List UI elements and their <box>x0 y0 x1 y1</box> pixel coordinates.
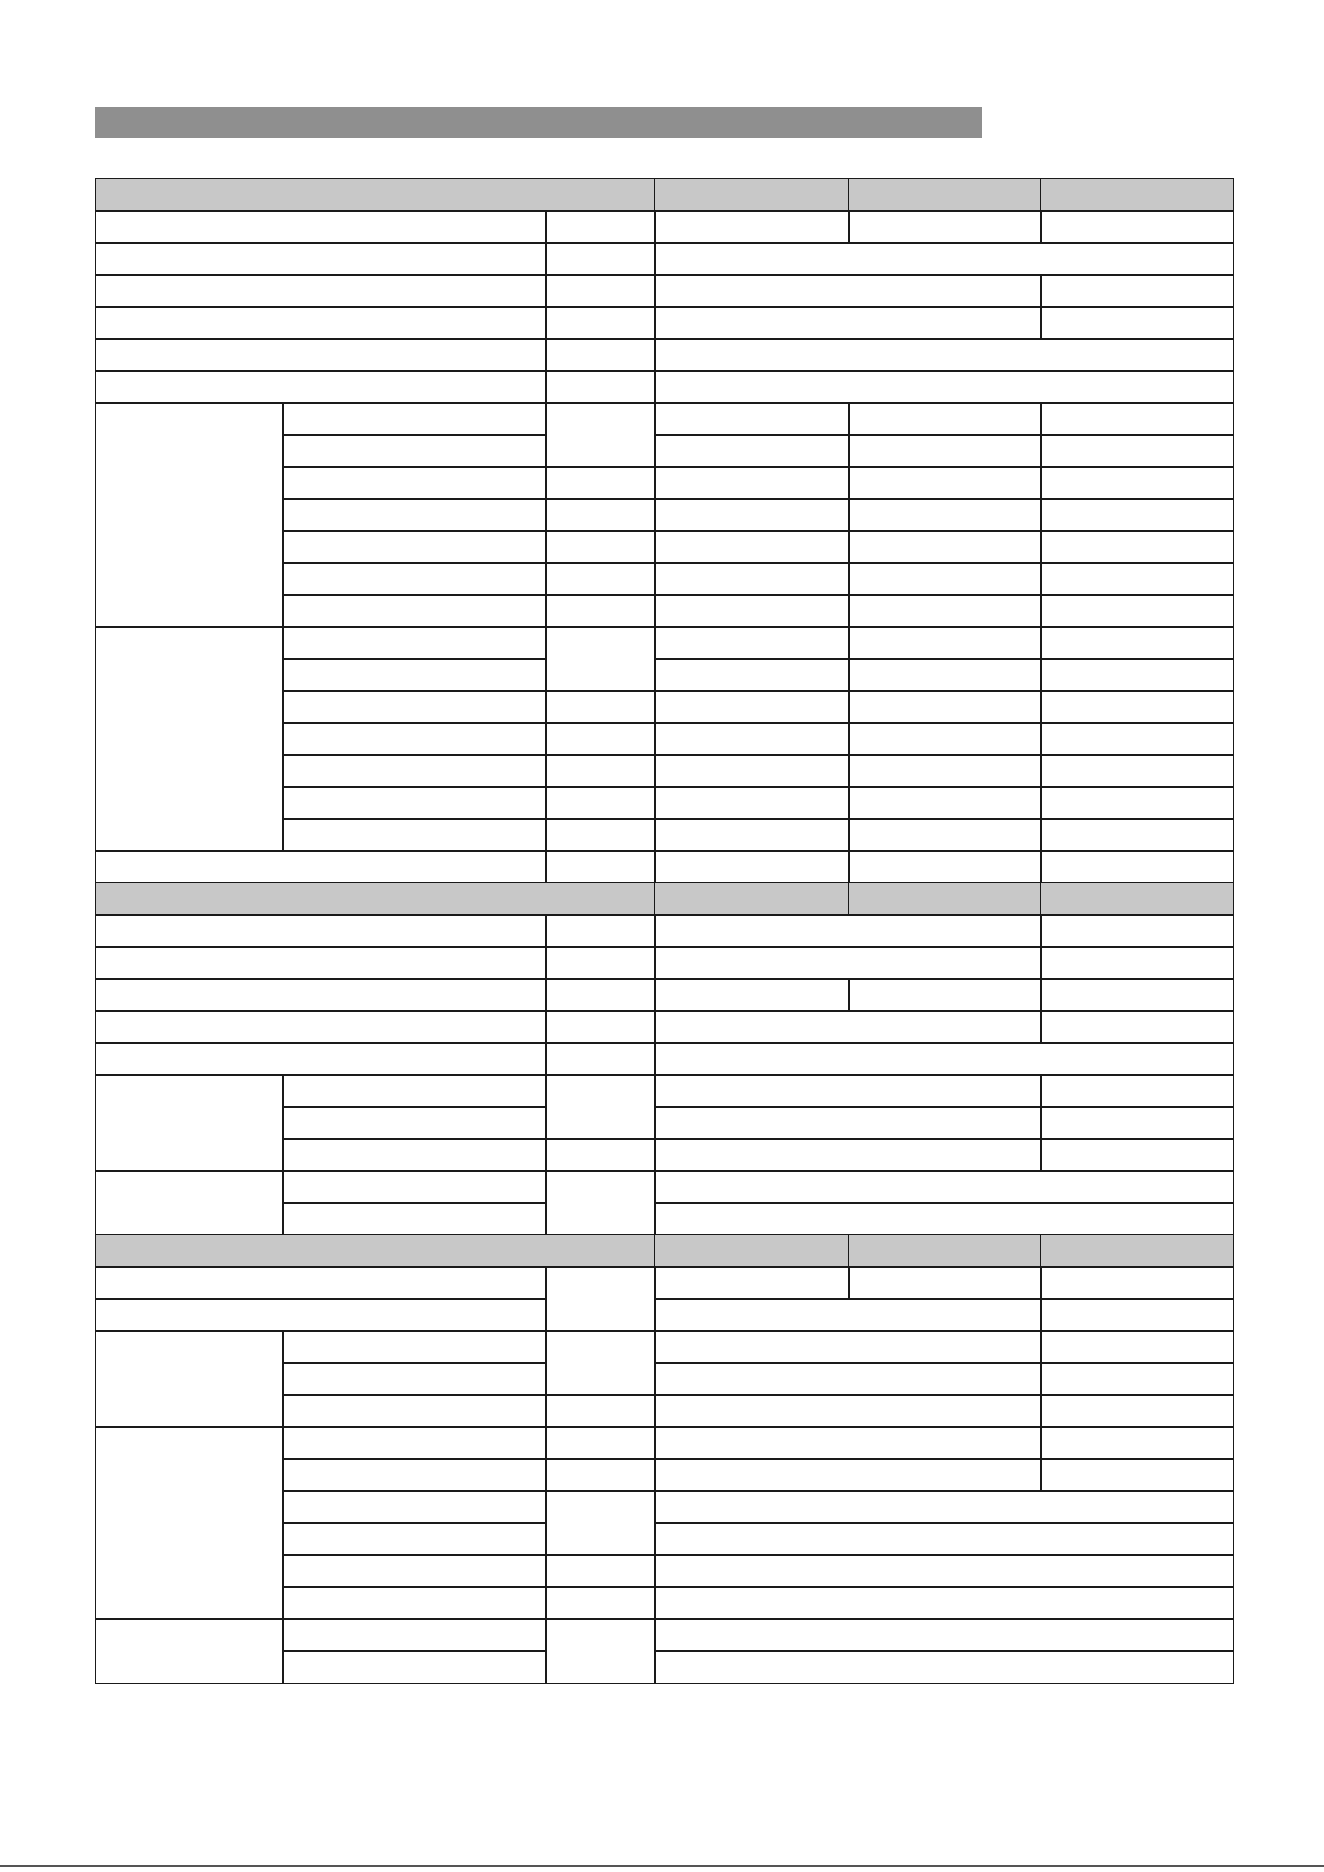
table-cell <box>95 1426 284 1620</box>
table-cell <box>654 1010 1042 1044</box>
table-cell <box>654 1042 1234 1076</box>
table-cell <box>545 338 656 372</box>
table-cell <box>282 498 547 532</box>
table-cell <box>282 1426 547 1460</box>
table-cell <box>654 722 850 756</box>
footer-rule <box>0 1865 1324 1867</box>
table-cell <box>654 914 1042 948</box>
table-cell <box>1040 786 1234 820</box>
table-cell <box>654 1298 1042 1332</box>
table-cell <box>545 914 656 948</box>
table-cell <box>654 242 1234 276</box>
table-cell <box>1040 466 1234 500</box>
table-cell <box>848 1266 1042 1300</box>
table-cell <box>654 1202 1234 1236</box>
table-cell <box>545 1138 656 1172</box>
table-cell <box>1040 626 1234 660</box>
table-cell <box>95 626 284 852</box>
table-cell <box>282 690 547 724</box>
table-header-cell <box>95 1234 656 1268</box>
table-cell <box>1040 1394 1234 1428</box>
table-cell <box>1040 1458 1234 1492</box>
table-cell <box>1040 562 1234 596</box>
table-cell <box>545 370 656 404</box>
table-cell <box>95 1170 284 1236</box>
table-cell <box>1040 850 1234 884</box>
table-cell <box>545 306 656 340</box>
table-header-cell <box>1040 882 1234 916</box>
table-header-cell <box>848 178 1042 212</box>
table-cell <box>545 690 656 724</box>
table-cell <box>1040 1298 1234 1332</box>
table-cell <box>654 594 850 628</box>
table-cell <box>654 562 850 596</box>
table-cell <box>848 978 1042 1012</box>
table-cell <box>95 370 547 404</box>
table-cell <box>654 434 850 468</box>
table-cell <box>848 530 1042 564</box>
table-cell <box>545 1010 656 1044</box>
table-cell <box>282 402 547 436</box>
table-cell <box>654 658 850 692</box>
table-cell <box>1040 306 1234 340</box>
table-cell <box>545 722 656 756</box>
table-cell <box>282 1170 547 1204</box>
table-cell <box>848 754 1042 788</box>
table-cell <box>654 1266 850 1300</box>
table-cell <box>848 210 1042 244</box>
table-cell <box>848 722 1042 756</box>
table-cell <box>282 434 547 468</box>
table-cell <box>282 1522 547 1556</box>
table-cell <box>654 338 1234 372</box>
table-cell <box>545 1554 656 1588</box>
table-cell <box>654 1490 1234 1524</box>
table-cell <box>654 530 850 564</box>
table-cell <box>545 1170 656 1236</box>
table-cell <box>95 1266 547 1300</box>
table-cell <box>545 242 656 276</box>
table-cell <box>848 466 1042 500</box>
table-cell <box>654 370 1234 404</box>
table-cell <box>654 850 850 884</box>
table-cell <box>95 338 547 372</box>
table-cell <box>545 754 656 788</box>
table-cell <box>95 306 547 340</box>
table-cell <box>545 1074 656 1140</box>
table-cell <box>95 978 547 1012</box>
table-cell <box>282 722 547 756</box>
table-cell <box>1040 1362 1234 1396</box>
table-cell <box>545 850 656 884</box>
table-cell <box>282 1362 547 1396</box>
table-cell <box>1040 658 1234 692</box>
table-cell <box>654 1074 1042 1108</box>
table-cell <box>545 818 656 852</box>
table-cell <box>282 1106 547 1140</box>
table-cell <box>282 1618 547 1652</box>
table-cell <box>1040 754 1234 788</box>
table-cell <box>654 1330 1042 1364</box>
table-cell <box>1040 1426 1234 1460</box>
table-cell <box>545 978 656 1012</box>
table-cell <box>654 1106 1042 1140</box>
table-cell <box>545 274 656 308</box>
table-cell <box>654 946 1042 980</box>
table-cell <box>654 1586 1234 1620</box>
table-cell <box>282 1330 547 1364</box>
table-cell <box>282 1074 547 1108</box>
table-cell <box>282 1458 547 1492</box>
table-cell <box>1040 722 1234 756</box>
table-cell <box>95 914 547 948</box>
table-cell <box>95 242 547 276</box>
table-cell <box>1040 818 1234 852</box>
table-cell <box>545 1330 656 1396</box>
table-cell <box>848 626 1042 660</box>
table-cell <box>654 1554 1234 1588</box>
table-cell <box>95 1618 284 1684</box>
table-cell <box>1040 690 1234 724</box>
table-cell <box>282 626 547 660</box>
table-cell <box>1040 946 1234 980</box>
table-header-cell <box>95 882 656 916</box>
table-cell <box>654 786 850 820</box>
table-cell <box>282 1138 547 1172</box>
table-cell <box>545 466 656 500</box>
table-cell <box>654 1618 1234 1652</box>
table-cell <box>654 978 850 1012</box>
table-cell <box>545 562 656 596</box>
table-cell <box>848 562 1042 596</box>
table-cell <box>654 754 850 788</box>
table-header-cell <box>848 882 1042 916</box>
table-cell <box>654 1522 1234 1556</box>
table-cell <box>282 754 547 788</box>
table-cell <box>654 498 850 532</box>
table-cell <box>282 1202 547 1236</box>
table-cell <box>95 946 547 980</box>
table-cell <box>1040 1010 1234 1044</box>
table-cell <box>654 690 850 724</box>
table-header-cell <box>654 882 850 916</box>
table-cell <box>545 946 656 980</box>
table-cell <box>545 1426 656 1460</box>
table-cell <box>95 1042 547 1076</box>
table-cell <box>848 850 1042 884</box>
table-cell <box>654 1650 1234 1684</box>
table-cell <box>545 1394 656 1428</box>
table-cell <box>545 626 656 692</box>
table-cell <box>1040 1266 1234 1300</box>
table-cell <box>848 402 1042 436</box>
table-cell <box>545 210 656 244</box>
table-cell <box>545 530 656 564</box>
table-cell <box>95 274 547 308</box>
table-cell <box>1040 1138 1234 1172</box>
table-cell <box>95 210 547 244</box>
table-cell <box>1040 530 1234 564</box>
table-cell <box>1040 210 1234 244</box>
table-cell <box>545 1266 656 1332</box>
table-cell <box>95 850 547 884</box>
table-cell <box>848 690 1042 724</box>
table-cell <box>654 1426 1042 1460</box>
table-cell <box>282 1586 547 1620</box>
table-cell <box>654 1170 1234 1204</box>
table-cell <box>654 402 850 436</box>
table-cell <box>282 1490 547 1524</box>
table-cell <box>282 818 547 852</box>
table-cell <box>1040 978 1234 1012</box>
table-cell <box>282 786 547 820</box>
table-cell <box>848 434 1042 468</box>
table-cell <box>95 1298 547 1332</box>
table-cell <box>95 402 284 628</box>
table-cell <box>95 1330 284 1428</box>
table-cell <box>1040 914 1234 948</box>
table-header-cell <box>1040 1234 1234 1268</box>
table-header-cell <box>95 178 656 212</box>
table-cell <box>654 466 850 500</box>
table-cell <box>545 1618 656 1684</box>
table-header-cell <box>654 1234 850 1268</box>
table-cell <box>545 786 656 820</box>
table-cell <box>282 658 547 692</box>
table-cell <box>1040 498 1234 532</box>
table-cell <box>1040 1074 1234 1108</box>
table-cell <box>1040 594 1234 628</box>
table-header-cell <box>1040 178 1234 212</box>
table-cell <box>282 562 547 596</box>
table-cell <box>654 1362 1042 1396</box>
table-cell <box>95 1010 547 1044</box>
table-cell <box>848 498 1042 532</box>
table-cell <box>654 1394 1042 1428</box>
table-cell <box>282 530 547 564</box>
table-cell <box>1040 1106 1234 1140</box>
table-cell <box>1040 434 1234 468</box>
table-cell <box>1040 1330 1234 1364</box>
table-cell <box>654 818 850 852</box>
table-cell <box>282 1394 547 1428</box>
table-cell <box>545 1490 656 1556</box>
table-cell <box>282 594 547 628</box>
table-cell <box>848 658 1042 692</box>
table-cell <box>654 1138 1042 1172</box>
table-cell <box>654 1458 1042 1492</box>
table-cell <box>654 626 850 660</box>
table-cell <box>282 1554 547 1588</box>
table-cell <box>545 498 656 532</box>
table-cell <box>545 1042 656 1076</box>
table-cell <box>545 594 656 628</box>
table-cell <box>545 1586 656 1620</box>
table-cell <box>848 786 1042 820</box>
table-header-cell <box>654 178 850 212</box>
table-cell <box>654 210 850 244</box>
table-cell <box>654 274 1042 308</box>
table-cell <box>1040 274 1234 308</box>
table-cell <box>282 466 547 500</box>
table-cell <box>95 1074 284 1172</box>
table-header-cell <box>848 1234 1042 1268</box>
table-cell <box>848 594 1042 628</box>
table-cell <box>545 402 656 468</box>
table-cell <box>545 1458 656 1492</box>
table-cell <box>654 306 1042 340</box>
table-cell <box>848 818 1042 852</box>
table-cell <box>1040 402 1234 436</box>
table-cell <box>282 1650 547 1684</box>
